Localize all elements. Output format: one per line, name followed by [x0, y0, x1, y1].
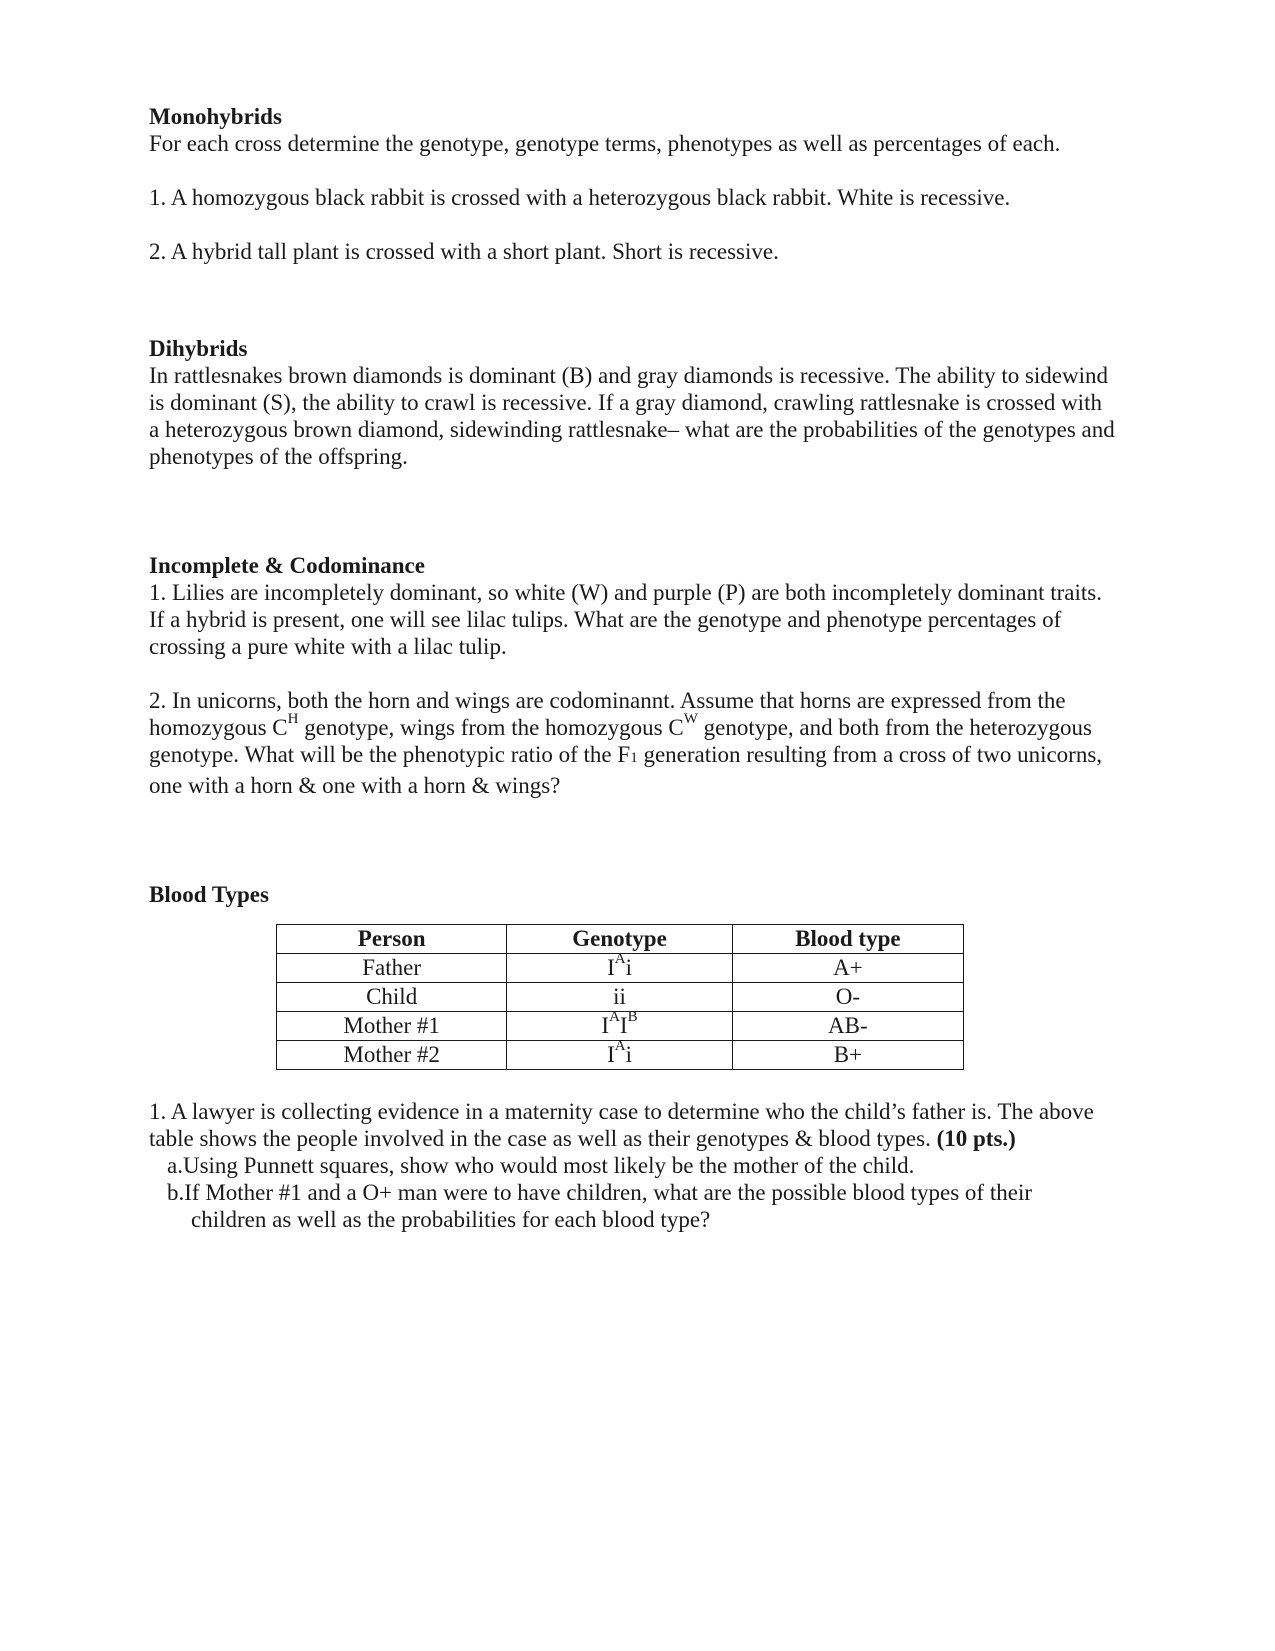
genotype-superscript: B [627, 1009, 638, 1025]
person-cell: Child [277, 983, 507, 1012]
genotype-superscript: A [614, 951, 626, 967]
blood-type-cell: A+ [732, 954, 963, 983]
genotype-tail: I [619, 1013, 628, 1038]
genotype-superscript: A [609, 1009, 620, 1025]
blood-type-cell: B+ [732, 1041, 963, 1070]
incomplete-q2-line-4: one with a horn & one with a horn & wings? [149, 773, 561, 798]
column-header-genotype: Genotype [507, 925, 732, 954]
monohybrids-intro: For each cross determine the genotype, genotype terms, phenotypes as well as percentages of each. [149, 131, 1061, 156]
person-cell: Father [277, 954, 507, 983]
incomplete-q2-text-a: homozygous C [149, 715, 288, 740]
table-row [277, 954, 964, 983]
blood-type-cell: O- [732, 983, 963, 1012]
incomplete-q1-line-2: If a hybrid is present, one will see lilac tulips. What are the genotype and phenotype percentages of [149, 607, 1062, 632]
blood-types-table [276, 924, 964, 1070]
genotype-cell [507, 983, 732, 1012]
dihybrids-line-2: is dominant (S), the ability to crawl is recessive. If a gray diamond, crawling rattlesnake is crossed with [149, 390, 1102, 415]
genotype-superscript: A [614, 1038, 626, 1054]
genotype-cell [507, 1038, 732, 1070]
incomplete-q2-text-b: genotype, wings from the homozygous C [298, 715, 684, 740]
person-cell: Mother #2 [277, 1041, 507, 1070]
incomplete-q1-line-1: 1. Lilies are incompletely dominant, so white (W) and purple (P) are both incompletely dominant traits. [149, 580, 1102, 605]
item-a-marker: a. [167, 1153, 183, 1178]
genotype-cell [507, 951, 732, 983]
incomplete-q2-text-d: genotype. What will be the phenotypic ratio of the F [149, 742, 631, 767]
monohybrids-heading: Monohybrids [149, 104, 282, 129]
allele-superscript-h: H [287, 711, 299, 727]
monohybrids-question-2: 2. A hybrid tall plant is crossed with a short plant. Short is recessive. [149, 239, 779, 264]
incomplete-q1-line-3: crossing a pure white with a lilac tulip. [149, 634, 507, 659]
blood-item-a [149, 1152, 1199, 1179]
blood-question-line-1: 1. A lawyer is collecting evidence in a maternity case to determine who the child’s father is. The above [149, 1099, 1094, 1124]
worksheet-page [149, 103, 1199, 1233]
points-label: (10 pts.) [936, 1126, 1016, 1151]
genotype-base: I [607, 1042, 615, 1067]
genotype-base: ii [613, 984, 626, 1009]
dihybrids-heading: Dihybrids [149, 336, 248, 361]
blood-type-cell: AB- [732, 1012, 963, 1041]
table-row [277, 1012, 964, 1041]
table-row [277, 983, 964, 1012]
blood-question-text: table shows the people involved in the case as well as their genotypes & blood types. [149, 1126, 931, 1151]
item-b-marker: b. [167, 1180, 185, 1205]
genotype-base: I [607, 955, 615, 980]
genotype-tail: i [625, 955, 632, 980]
dihybrids-line-1: In rattlesnakes brown diamonds is dominant (B) and gray diamonds is recessive. The ability to sidewind [149, 363, 1109, 388]
blood-types-heading: Blood Types [149, 882, 269, 907]
blood-question-line-2 [149, 1125, 1199, 1152]
incomplete-heading: Incomplete & Codominance [149, 553, 425, 578]
incomplete-q2-line-1: 2. In unicorns, both the horn and wings are codominannt. Assume that horns are expressed from the [149, 688, 1066, 713]
table-row [277, 1041, 964, 1070]
item-a-text: Using Punnett squares, show who would most likely be the mother of the child. [182, 1153, 915, 1178]
genotype-cell [507, 1009, 732, 1041]
genotype-base: I [601, 1013, 610, 1038]
dihybrids-line-3: a heterozygous brown diamond, sidewinding rattlesnake– what are the probabilities of the genotypes and [149, 417, 1115, 442]
table-header-row [277, 925, 964, 954]
allele-superscript-w: W [683, 711, 698, 727]
person-cell: Mother #1 [277, 1012, 507, 1041]
item-b-text-line-1: If Mother #1 and a O+ man were to have children, what are the possible blood types of their [184, 1180, 1032, 1205]
genotype-tail: i [625, 1042, 632, 1067]
blood-item-b [149, 1179, 1199, 1206]
column-header-blood-type: Blood type [732, 925, 963, 954]
incomplete-q2-line-2 [149, 711, 1199, 741]
column-header-person: Person [277, 925, 507, 954]
monohybrids-question-1: 1. A homozygous black rabbit is crossed with a heterozygous black rabbit. White is recessive. [149, 185, 1011, 210]
generation-subscript: 1 [630, 750, 638, 766]
blood-item-b-continuation: children as well as the probabilities for each blood type? [191, 1207, 711, 1232]
incomplete-q2-line-3 [149, 741, 1199, 772]
dihybrids-line-4: phenotypes of the offspring. [149, 444, 408, 469]
incomplete-q2-text-c: genotype, and both from the heterozygous [697, 715, 1092, 740]
incomplete-q2-text-e: generation resulting from a cross of two unicorns, [637, 742, 1103, 767]
